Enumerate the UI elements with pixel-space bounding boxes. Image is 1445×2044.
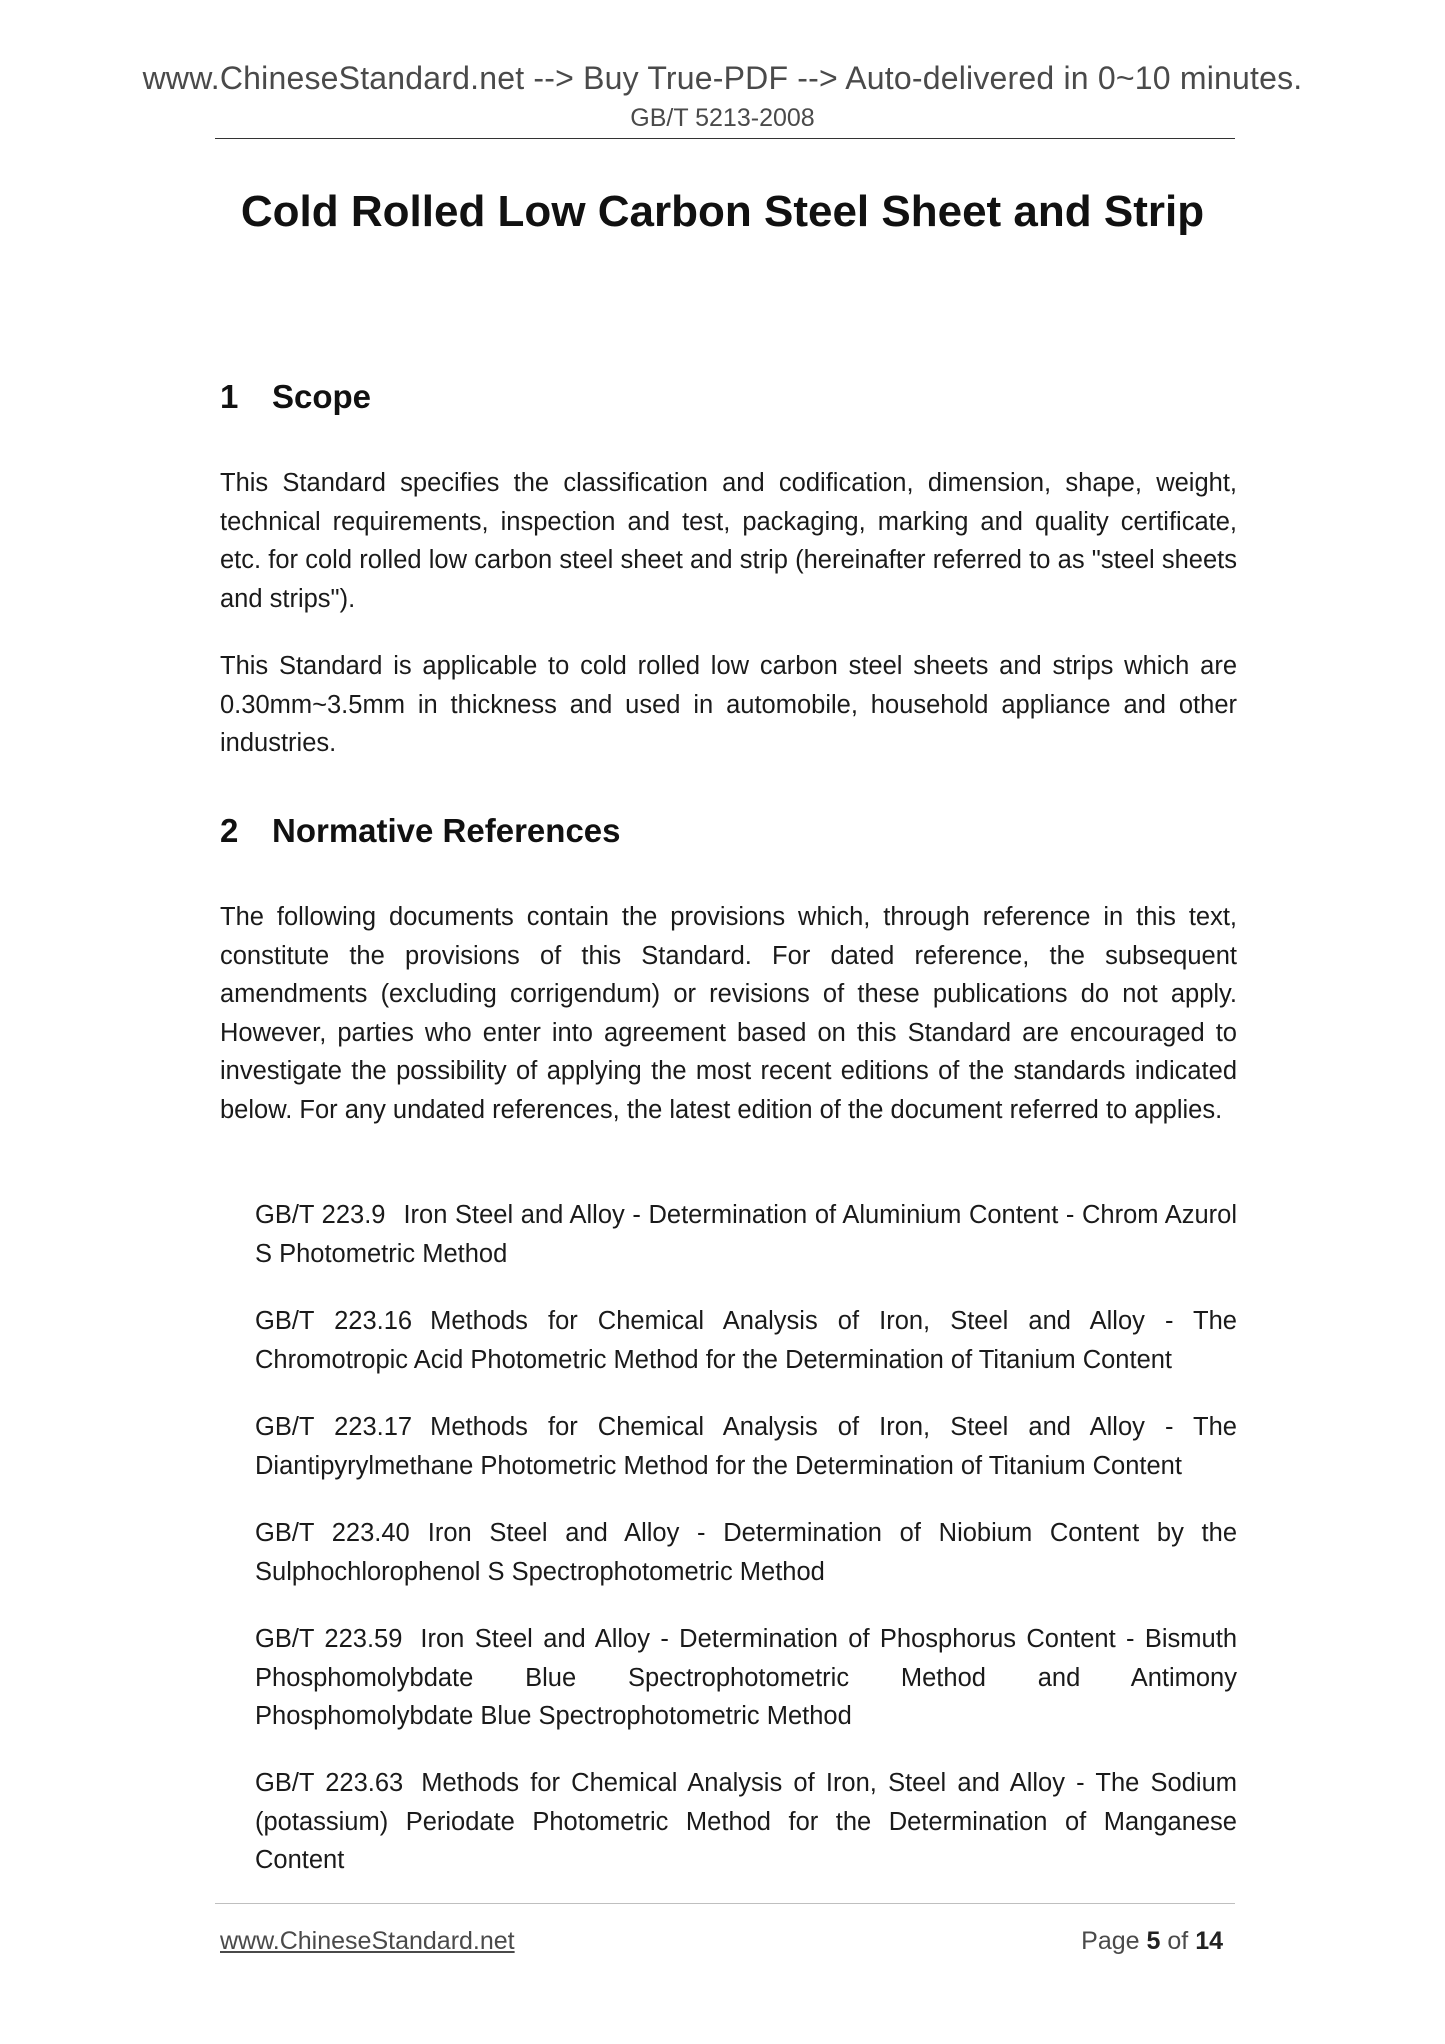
footer-website-link[interactable]: www.ChineseStandard.net [220,1927,515,1955]
reference-item [255,1514,1237,1591]
document-title: Cold Rolled Low Carbon Steel Sheet and Strip [240,187,1205,236]
footer-divider [215,1903,1235,1904]
scope-paragraph-1: This Standard specifies the classification and codification, dimension, shape, weight, technical requirements, inspection and test, packaging, marking and quality certificate, etc. for cold rolled low carbon steel sheet and strip (hereinafter referred to as "steel sheets and strips"). [220,469,1237,613]
references-intro: The following documents contain the provisions which, through reference in this text, constitute the provisions of this Standard. For dated reference, the subsequent amendments (excluding corrigendum) or revisions of these publications do not apply. However, parties who enter into agreement based on this Standard are encouraged to investigate the possibility of applying the most recent editions of the standards indicated below. For any undated references, the latest edition of the document referred to applies. [220,903,1237,1124]
section-heading-scope [220,378,371,416]
reference-code: GB/T 223.17 [255,1413,413,1441]
reference-item [255,1196,1237,1273]
reference-item [255,1302,1237,1379]
reference-code: GB/T 223.9 [255,1201,386,1229]
reference-code: GB/T 223.63 [255,1769,404,1797]
reference-item [255,1408,1237,1485]
reference-title: Methods for Chemical Analysis of Iron, Steel and Alloy - The Diantipyrylmethane Photometric Method for the Determination of Titanium Content [255,1413,1237,1480]
reference-code: GB/T 223.59 [255,1625,403,1653]
page-indicator [1081,1927,1223,1956]
reference-title: Iron Steel and Alloy - Determination of Aluminium Content - Chrom Azurol S Photometric Method [255,1201,1237,1268]
reference-item [255,1764,1237,1880]
section-number: 1 [220,378,239,415]
header-banner[interactable]: www.ChineseStandard.net --> Buy True-PDF --> Auto-delivered in 0~10 minutes. [142,60,1303,96]
section-number: 2 [220,812,239,849]
page-of: of [1167,1927,1189,1955]
section-heading-references [220,812,621,850]
section-title: Normative References [272,812,621,849]
reference-code: GB/T 223.40 [255,1519,410,1547]
reference-title: Methods for Chemical Analysis of Iron, Steel and Alloy - The Chromotropic Acid Photometric Method for the Determination of Titanium Content [255,1307,1237,1374]
reference-item [255,1620,1237,1736]
section-title: Scope [272,378,372,415]
reference-title: Iron Steel and Alloy - Determination of Phosphorus Content - Bismuth Phosphomolybdate Blue Spectrophotometric Method and Antimony Phosphomolybdate Blue Spectrophotometric Method [255,1625,1238,1730]
reference-title: Methods for Chemical Analysis of Iron, Steel and Alloy - The Sodium (potassium) Periodate Photometric Method for the Determination of Manganese Content [255,1769,1238,1874]
reference-title: Iron Steel and Alloy - Determination of Niobium Content by the Sulphochlorophenol S Spectrophotometric Method [255,1519,1238,1586]
reference-code: GB/T 223.16 [255,1307,413,1335]
page-total: 14 [1195,1927,1223,1955]
scope-paragraph-2: This Standard is applicable to cold rolled low carbon steel sheets and strips which are 0.30mm~3.5mm in thickness and used in automobile, household appliance and other industries. [220,652,1237,757]
page-prefix: Page [1081,1927,1140,1955]
header-divider [215,138,1235,139]
document-id: GB/T 5213-2008 [630,104,815,132]
page-current: 5 [1146,1927,1161,1955]
